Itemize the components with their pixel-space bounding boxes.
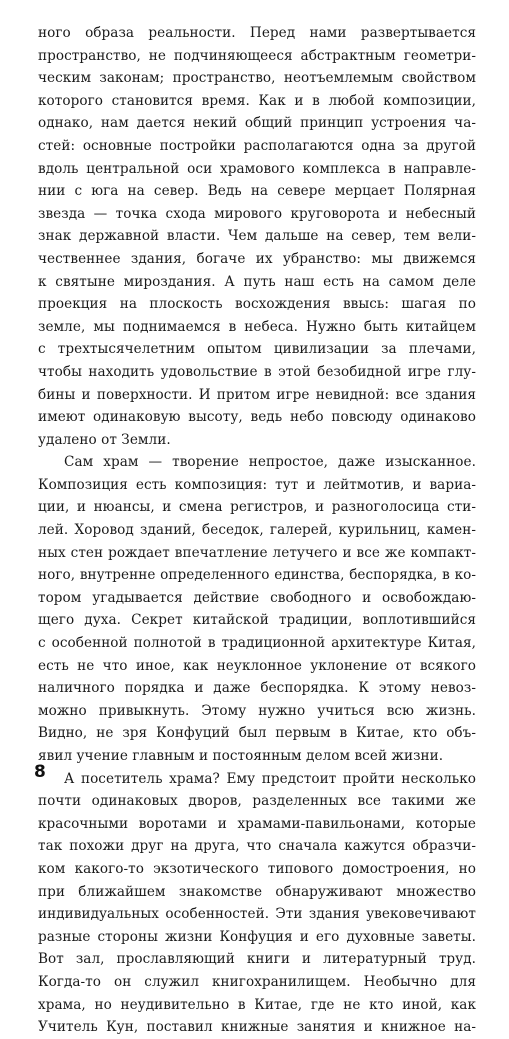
text-line: стей: основные постройки располагаются одна за другой [38,137,476,154]
text-line: А посетитель храма? Ему предстоит пройти несколько [64,770,476,787]
text-line: Сам храм — творение непростое, даже изысканное. [64,454,476,471]
text-line: вдоль центральной оси храмового комплекса в направле- [38,160,476,177]
text-line: с трехтысячелетним опытом цивилизации за плечами, [38,341,476,358]
text-page [38,22,476,1039]
text-line: почти одинаковых дворов, разделенных все такими же [38,793,476,810]
page-number: 8 [34,762,46,782]
text-line: есть не что иное, как неуклонное уклонение от всякого [38,657,476,674]
text-line: красочными воротами и храмами-павильонами, которые [38,815,476,832]
text-line: лей. Хоровод зданий, беседок, галерей, курильниц, камен- [38,522,476,539]
text-line: тором угадывается действие свободного и освобождаю- [38,589,476,606]
text-line: которого становится время. Как и в любой композиции, [38,92,476,109]
text-line: храма, но неудивительно в Китае, где не кто иной, как [38,996,476,1013]
text-line: Видно, не зря Конфуций был первым в Китае, кто объ- [38,725,476,742]
text-line: чественнее здания, богаче их убранство: мы движемся [38,250,476,267]
text-line: Учитель Кун, поставил книжные занятия и книжное на- [38,1019,476,1036]
text-line: ком какого-то экзотического типового домостроения, но [38,860,476,877]
paragraph-1 [38,22,476,451]
text-line: при ближайшем знакомстве обнаруживают множество [38,883,476,900]
text-line: ных стен рождает впечатление летучего и все же компакт- [38,544,476,561]
paragraph-3 [38,768,476,1039]
text-line: бины и поверхности. И притом игре невидной: все здания [38,386,476,403]
text-line: индивидуальных особенностей. Эти здания увековечивают [38,906,476,923]
text-line: однако, нам дается некий общий принцип устроения ча- [38,115,476,132]
text-line: разные стороны жизни Конфуция и его духовные заветы. [38,928,476,945]
text-line: явил учение главным и постоянным делом всей жизни. [38,748,444,764]
text-line: ного образа реальности. Перед нами развертывается [38,25,476,41]
text-line: земле, мы поднимаемся в небеса. Нужно быть китайцем [38,318,476,335]
text-line: знак державной власти. Чем дальше на север, тем вели- [38,228,476,245]
text-line: к святыне мироздания. А путь наш есть на самом деле [38,273,476,290]
text-line: имеют одинаковую высоту, ведь небо повсюду одинаково [38,409,476,426]
text-line: нии с юга на север. Ведь на севере мерцает Полярная [38,183,476,200]
text-line: ного, внутренне определенного единства, беспорядка, в ко- [38,567,476,584]
text-line: щего духа. Секрет китайской традиции, воплотившийся [38,612,476,629]
text-line: звезда — точка схода мирового круговорота и небесный [38,205,476,222]
text-line: удалено от Земли. [38,431,171,448]
text-line: можно привыкнуть. Этому нужно учиться всю жизнь. [38,702,476,719]
paragraph-2 [38,451,476,767]
text-line: с особенной полнотой в традиционной архитектуре Китая, [38,635,476,652]
text-line: ческим законам; пространство, неотъемлемым свойством [38,70,476,87]
text-line: проекция на плоскость восхождения ввысь: шагая по [38,296,476,313]
text-line: так похожи друг на друга, что сначала кажутся образчи- [38,838,476,855]
text-line: Когда-то он служил книгохранилищем. Необычно для [38,973,476,990]
text-line: ции, и нюансы, и смена регистров, и разноголосица сти- [38,499,476,516]
text-line: Вот зал, прославляющий книги и литературный труд. [38,951,476,968]
text-line: пространство, не подчиняющееся абстрактным геометри- [38,47,476,64]
text-line: чтобы находить удовольствие в этой безобидной игре глу- [38,363,476,380]
text-line: Композиция есть композиция: тут и лейтмотив, и вариа- [38,476,476,493]
text-line: наличного порядка и даже беспорядка. К этому невоз- [38,680,476,697]
